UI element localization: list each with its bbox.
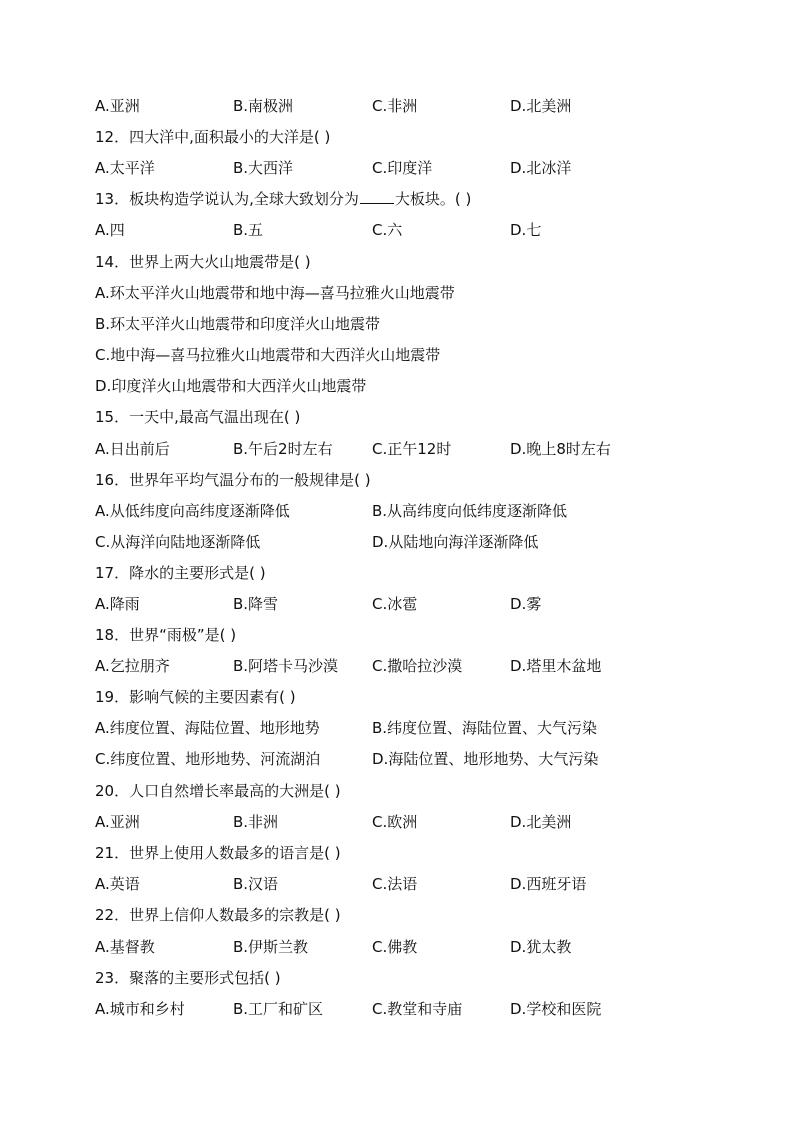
- question-18-options: [95, 654, 735, 678]
- q22-option-c: C.佛教: [372, 938, 418, 956]
- question-16-options-row1: [95, 499, 735, 523]
- q11-option-b: B.南极洲: [233, 97, 294, 115]
- q12-option-a: A.太平洋: [95, 159, 155, 177]
- q20-option-d: D.北美洲: [510, 813, 572, 831]
- question-16-stem: 16．世界年平均气温分布的一般规律是( ): [95, 471, 371, 489]
- q14-option-c: C.地中海—喜马拉雅火山地震带和大西洋火山地震带: [95, 346, 441, 364]
- q21-option-c: C.法语: [372, 875, 418, 893]
- q20-option-a: A.亚洲: [95, 813, 140, 831]
- q21-option-d: D.西班牙语: [510, 875, 587, 893]
- q18-option-c: C.撒哈拉沙漠: [372, 657, 463, 675]
- q12-option-d: D.北冰洋: [510, 159, 572, 177]
- q22-option-b: B.伊斯兰教: [233, 938, 309, 956]
- question-22-options: [95, 935, 735, 959]
- q12-option-b: B.大西洋: [233, 159, 294, 177]
- q15-option-a: A.日出前后: [95, 440, 170, 458]
- question-18-stem: 18．世界“雨极”是( ): [95, 626, 237, 644]
- q23-option-b: B.工厂和矿区: [233, 1000, 324, 1018]
- q13-stem-after: 大板块。( ): [394, 190, 472, 208]
- q15-option-d: D.晚上8时左右: [510, 440, 611, 458]
- q16-option-d: D.从陆地向海洋逐渐降低: [372, 533, 539, 551]
- question-23-stem: 23．聚落的主要形式包括( ): [95, 969, 281, 987]
- q17-option-b: B.降雪: [233, 595, 279, 613]
- q13-option-d: D.七: [510, 221, 542, 239]
- q18-option-a: A.乞拉朋齐: [95, 657, 170, 675]
- q17-option-d: D.雾: [510, 595, 542, 613]
- q16-option-a: A.从低纬度向高纬度逐渐降低: [95, 502, 290, 520]
- q13-option-a: A.四: [95, 221, 125, 239]
- q17-option-c: C.冰雹: [372, 595, 418, 613]
- question-13-stem: [95, 187, 735, 211]
- q11-option-a: A.亚洲: [95, 97, 140, 115]
- question-15-options: [95, 437, 735, 461]
- q16-option-c: C.从海洋向陆地逐渐降低: [95, 533, 261, 551]
- q13-stem-before: 13．板块构造学说认为,全球大致划分为: [95, 190, 359, 208]
- q15-option-b: B.午后2时左右: [233, 440, 333, 458]
- question-11-options: [95, 94, 735, 118]
- question-14-stem: 14．世界上两大火山地震带是( ): [95, 253, 311, 271]
- question-16-options-row2: [95, 530, 735, 554]
- q23-option-a: A.城市和乡村: [95, 1000, 185, 1018]
- question-21-options: [95, 872, 735, 896]
- q23-option-c: C.教堂和寺庙: [372, 1000, 463, 1018]
- q18-option-b: B.阿塔卡马沙漠: [233, 657, 339, 675]
- question-19-stem: 19．影响气候的主要因素有( ): [95, 688, 296, 706]
- q23-option-d: D.学校和医院: [510, 1000, 602, 1018]
- q16-option-b: B.从高纬度向低纬度逐渐降低: [372, 502, 568, 520]
- q12-option-c: C.印度洋: [372, 159, 433, 177]
- question-20-stem: 20．人口自然增长率最高的大洲是( ): [95, 782, 341, 800]
- question-19-options-row1: [95, 716, 735, 740]
- question-19-options-row2: [95, 747, 735, 771]
- q14-option-b: B.环太平洋火山地震带和印度洋火山地震带: [95, 315, 381, 333]
- question-12-options: [95, 156, 735, 180]
- question-22-stem: 22．世界上信仰人数最多的宗教是( ): [95, 906, 341, 924]
- q15-option-c: C.正午12时: [372, 440, 452, 458]
- question-20-options: [95, 810, 735, 834]
- question-13-options: [95, 218, 735, 242]
- question-17-stem: 17．降水的主要形式是( ): [95, 564, 266, 582]
- q22-option-a: A.基督教: [95, 938, 155, 956]
- q19-option-d: D.海陆位置、地形地势、大气污染: [372, 750, 599, 768]
- q14-option-a: A.环太平洋火山地震带和地中海—喜马拉雅火山地震带: [95, 284, 455, 302]
- question-17-options: [95, 592, 735, 616]
- question-21-stem: 21．世界上使用人数最多的语言是( ): [95, 844, 341, 862]
- q20-option-c: C.欧洲: [372, 813, 418, 831]
- q22-option-d: D.犹太教: [510, 938, 572, 956]
- question-15-stem: 15．一天中,最高气温出现在( ): [95, 408, 301, 426]
- q19-option-c: C.纬度位置、地形地势、河流湖泊: [95, 750, 321, 768]
- question-23-options: [95, 997, 735, 1021]
- q17-option-a: A.降雨: [95, 595, 140, 613]
- q13-option-b: B.五: [233, 221, 264, 239]
- q11-option-c: C.非洲: [372, 97, 418, 115]
- q19-option-a: A.纬度位置、海陆位置、地形地势: [95, 719, 320, 737]
- q20-option-b: B.非洲: [233, 813, 279, 831]
- answer-blank: [360, 188, 394, 204]
- q13-option-c: C.六: [372, 221, 403, 239]
- question-12-stem: 12．四大洋中,面积最小的大洋是( ): [95, 128, 331, 146]
- q11-option-d: D.北美洲: [510, 97, 572, 115]
- q21-option-a: A.英语: [95, 875, 140, 893]
- q21-option-b: B.汉语: [233, 875, 279, 893]
- q19-option-b: B.纬度位置、海陆位置、大气污染: [372, 719, 598, 737]
- q14-option-d: D.印度洋火山地震带和大西洋火山地震带: [95, 377, 367, 395]
- q18-option-d: D.塔里木盆地: [510, 657, 602, 675]
